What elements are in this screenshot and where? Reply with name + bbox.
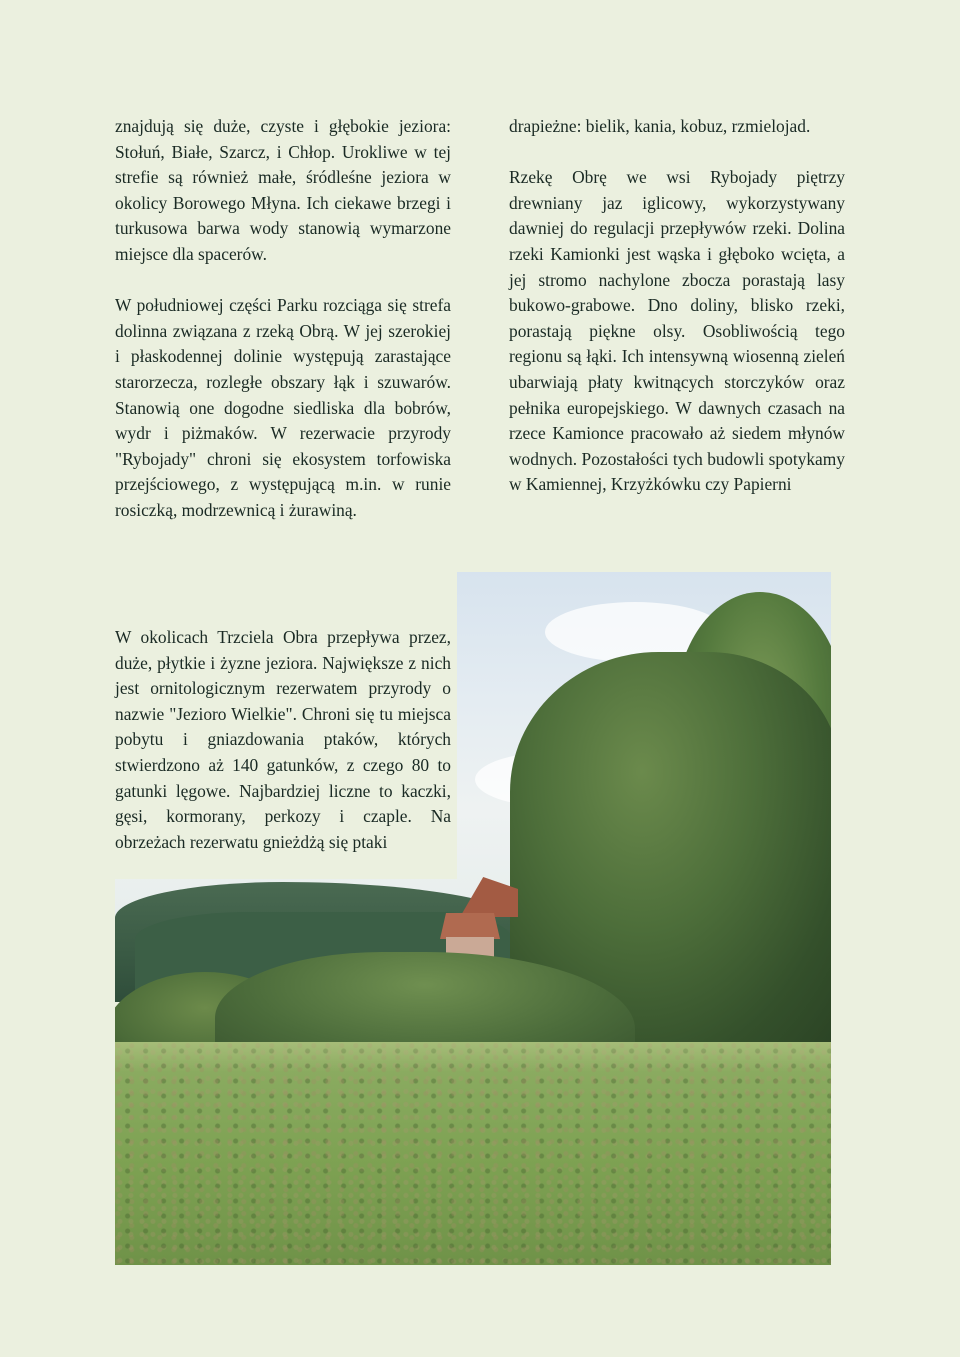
photo-field-texture: [115, 1042, 831, 1265]
paragraph: W okolicach Trzciela Obra przepływa przez, duże, płytkie i żyzne jeziora. Największe z nich jest ornitologicznym rezerwatem przyrody o nazwie "Jezioro Wielkie". Chroni się tu miejsca pobytu i gniazdowania ptaków, których stwierdzono aż 140 gatunków, z czego 80 to gatunki lęgowe. Najbardziej liczne to kaczki, gęsi, kormorany, perkozy i czaple. Na obrzeżach rezerwatu gnieżdżą się ptaki: [115, 627, 451, 852]
house-roof: [460, 877, 518, 917]
paragraph: drapieżne: bielik, kania, kobuz, rzmielojad.: [509, 116, 811, 136]
house-roof: [440, 913, 500, 939]
paragraph: Rzekę Obrę we wsi Rybojady piętrzy drewniany jaz iglicowy, wykorzystywany dawniej do regulacji przepływów rzeki. Dolina rzeki Kamionki jest wąska i głęboko wcięta, a jej stromo nachylone zbocza porastają lasy bukowo-grabowe. Dno doliny, blisko rzeki, porastają piękne olsy. Osobliwością tego regionu są łąki. Ich intensywną wiosenną zieleń ubarwiają płaty kwitnących storczyków oraz pełnika europejskiego. W dawnych czasach na rzece Kamionce pracowało aż siedem młynów wodnych. Pozostałości tych budowli spotykamy w Kamiennej, Krzyżkówku czy Papierni: [509, 167, 845, 495]
right-column: [509, 114, 845, 498]
left-column-bottom: [115, 625, 451, 855]
paragraph: W południowej części Parku rozciąga się strefa dolinna związana z rzeką Obrą. W jej szerokiej i płaskodennej dolinie występują zarastające starorzecza, rozległe obszary łąk i szuwarów. Stanowią one dogodne siedliska dla bobrów, wydr i piżmaków. W rezerwacie przyrody "Rybojady" chroni się ekosystem torfowiska przejściowego, z występującą m.in. w runie rosiczką, modrzewnicą i żurawiną.: [115, 295, 451, 520]
photo-house: [440, 877, 520, 957]
paragraph: znajdują się duże, czyste i głębokie jeziora: Stołuń, Białe, Szarcz, i Chłop. Urokliwe w tej strefie są również małe, śródleśne jeziora w okolicy Borowego Młyna. Ich ciekawe brzegi i turkusowa barwa wody stanowią wymarzone miejsce dla spacerów.: [115, 116, 451, 264]
photo-field-haze: [115, 1042, 831, 1072]
left-column-top: [115, 114, 451, 524]
